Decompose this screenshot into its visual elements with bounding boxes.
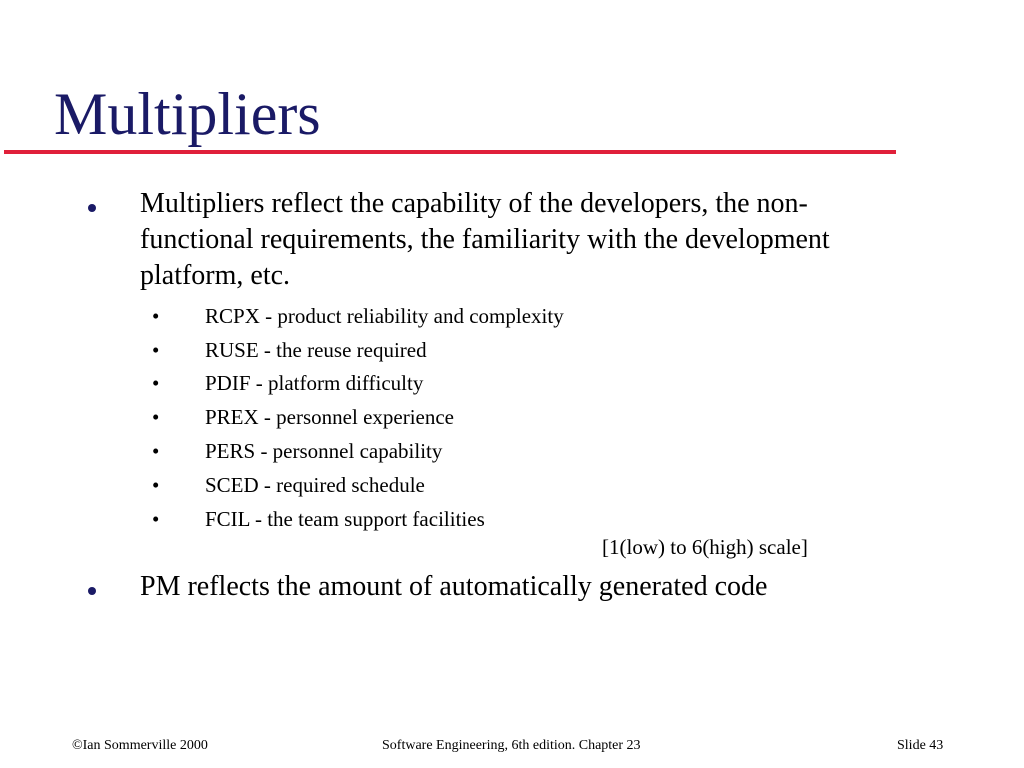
sub-bullet-icon: • [152, 473, 160, 497]
sub-item-text: PREX - personnel experience [205, 405, 454, 429]
sub-item-text: RCPX - product reliability and complexity [205, 304, 564, 328]
list-item [0, 336, 900, 370]
footer-copyright: ©Ian Sommerville 2000 [72, 738, 208, 753]
bullet-dot-icon [87, 203, 97, 213]
bullet-2-text: PM reflects the amount of automatically generated code [140, 571, 768, 602]
sub-bullet-icon: • [152, 338, 160, 362]
list-item [0, 437, 900, 471]
list-item [0, 403, 900, 437]
sub-bullet-icon: • [152, 405, 160, 429]
sub-item-text: PDIF - platform difficulty [205, 371, 424, 395]
bullet-dot-icon [87, 586, 97, 596]
sub-bullet-icon: • [152, 439, 160, 463]
sub-bullet-icon: • [152, 304, 160, 328]
sub-item-text: FCIL - the team support facilities [205, 507, 485, 531]
bullet-1-text: Multipliers reflect the capability of the developers, the non-functional requirements, the familiarity with the development platform, etc. [140, 188, 830, 291]
sub-bullet-icon: • [152, 371, 160, 395]
footer-slide-number: Slide 43 [897, 738, 944, 753]
sub-bullet-icon: • [152, 507, 160, 531]
slide-title: Multipliers [54, 81, 321, 147]
sub-item-text: RUSE - the reuse required [205, 338, 427, 362]
list-item [0, 369, 900, 403]
sub-item-text: SCED - required schedule [205, 473, 425, 497]
footer-book-title: Software Engineering, 6th edition. Chapter 23 [382, 738, 641, 753]
title-divider [4, 150, 896, 154]
scale-note: [1(low) to 6(high) scale] [602, 535, 808, 559]
sub-item-text: PERS - personnel capability [205, 439, 443, 463]
list-item [0, 302, 900, 336]
list-item [0, 471, 900, 505]
